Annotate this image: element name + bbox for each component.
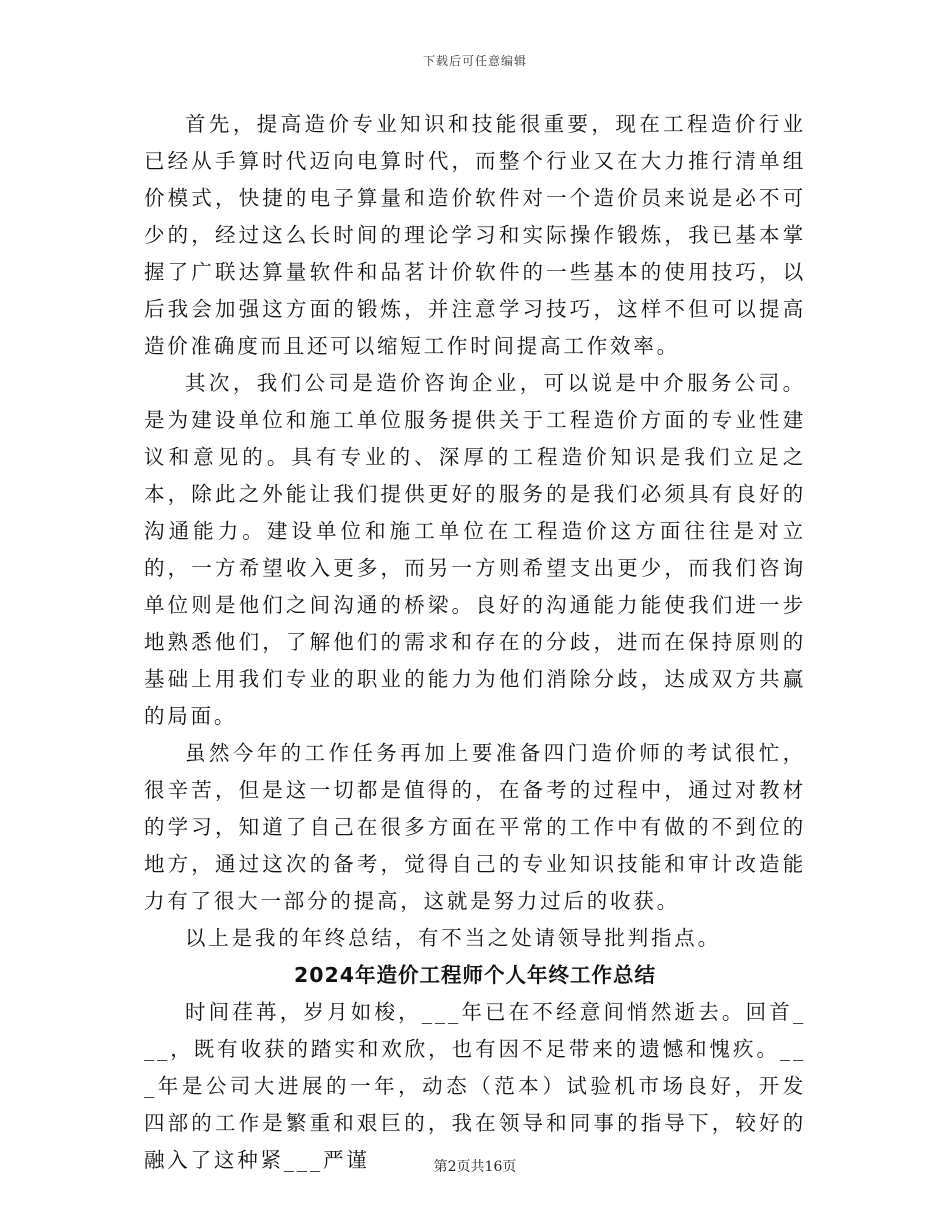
paragraph-exam-prep: 虽然今年的工作任务再加上要准备四门造价师的考试很忙，很辛苦，但是这一切都是值得的，在备考的过程中，通过对教材的学习，知道了自己在很多方面在平常的工作中有做的不到位的地方，通过这次的备考，觉得自己的专业知识技能和审计改造能力有了很大一部分的提高，这就是努力过后的收获。 (144, 741, 806, 913)
section-title: 2024年造价工程师个人年终工作总结 (293, 963, 657, 987)
page-header: 下载后可任意编辑 (422, 54, 527, 68)
paragraph-closing: 以上是我的年终总结，有不当之处请领导批判指点。 (185, 926, 721, 950)
paragraph-skills: 首先，提高造价专业知识和技能很重要，现在工程造价行业已经从手算时代迈向电算时代，而整个行业又在大力推行清单组价模式，快捷的电子算量和造价软件对一个造价员来说是必不可少的，经过这么长时间的理论学习和实际操作锻炼，我已基本掌握了广联达算量软件和品茗计价软件的一些基本的使用技巧，以后我会加强这方面的锻炼，并注意学习技巧，这样不但可以提高造价准确度而且还可以缩短工作时间提高工作效率。 (144, 112, 806, 358)
page-number: 第2页共16页 (433, 1159, 517, 1175)
paragraph-communication: 其次，我们公司是造价咨询企业，可以说是中介服务公司。是为建设单位和施工单位服务提供关于工程造价方面的专业性建议和意见的。具有专业的、深厚的工程造价知识是我们立足之本，除此之外能让我们提供更好的服务的是我们必须具有良好的沟通能力。建设单位和施工单位在工程造价这方面往往是对立的，一方希望收入更多，而另一方则希望支出更少，而我们咨询单位则是他们之间沟通的桥梁。良好的沟通能力能使我们进一步地熟悉他们，了解他们的需求和存在的分歧，进而在保持原则的基础上用我们专业的职业的能力为他们消除分歧，达成双方共赢的局面。 (144, 371, 806, 728)
document-body (144, 106, 806, 1179)
paragraph-section-intro: 时间荏苒，岁月如梭，___年已在不经意间悄然逝去。回首___，既有收获的踏实和欢欣，也有因不足带来的遗憾和愧疚。___年是公司大进展的一年，动态（范本）试验机市场良好，开发四部的工作是繁重和艰巨的，我在领导和同事的指导下，较好的融入了这种紧___严谨 (144, 1000, 806, 1172)
